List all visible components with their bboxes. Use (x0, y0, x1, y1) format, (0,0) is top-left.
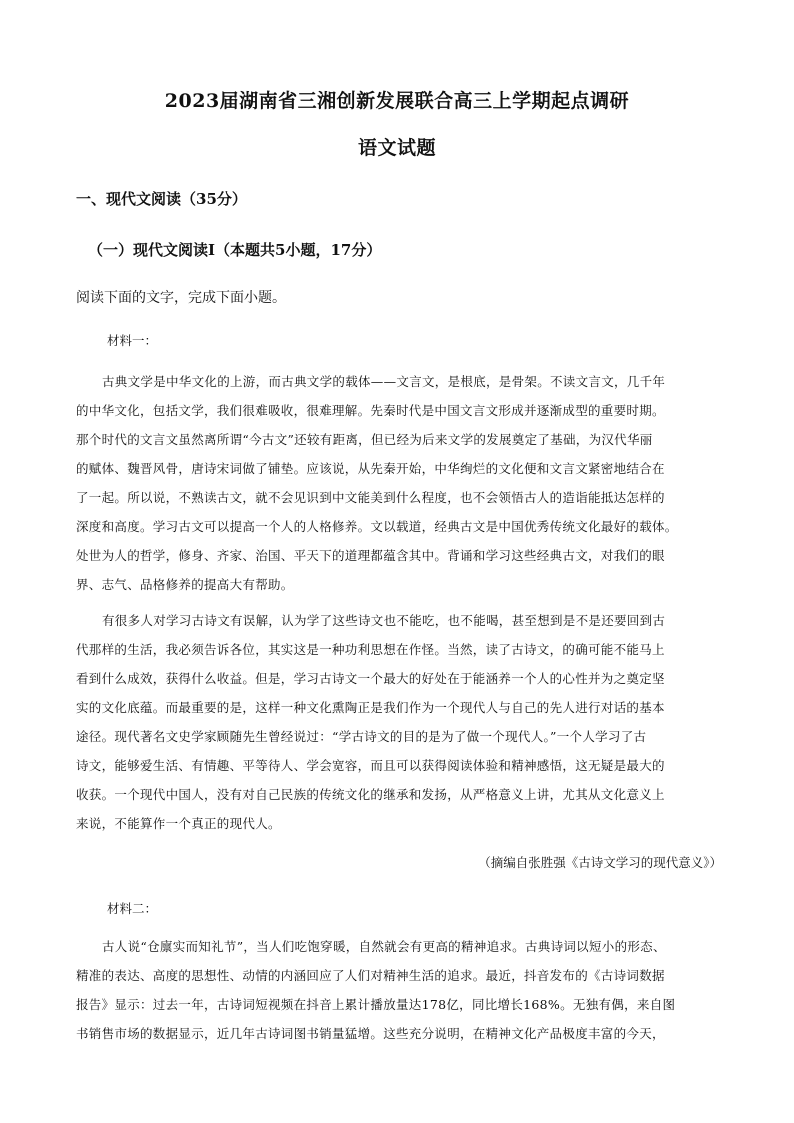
document-subtitle: 语文试题 (357, 137, 436, 159)
text-line: 界、志气、品格修养的提高大有帮助。 (76, 577, 294, 592)
text-line: 报告》显示：过去一年，古诗词短视频在抖音上累计播放量达178亿，同比增长168%。无独有偶，来自图 (76, 997, 676, 1012)
text-line: 那个时代的文言文虽然离所谓“今古文”还较有距离，但已经为后来文学的发展奠定了基础，为汉代华丽 (76, 432, 653, 447)
text-line: 的赋体、魏晋风骨，唐诗宋词做了铺垫。应该说，从先秦开始，中华绚烂的文化便和文言文紧密地结合在 (76, 461, 665, 476)
text-line: 代那样的生活，我必须告诉各位，其实这是一种功利思想在作怪。当然，读了古诗文，的确可能不能马上 (76, 642, 665, 657)
text-line: 有很多人对学习古诗文有误解，认为学了这些诗文也不能吃，也不能喝，甚至想到是不是还要回到古 (102, 613, 666, 628)
text-line: 处世为人的哲学，修身、齐家、治国、平天下的道理都蕴含其中。背诵和学习这些经典古文，对我们的眼 (76, 548, 665, 563)
material1-paragraph-2 (76, 606, 720, 838)
text-line: 精准的表达、高度的思想性、动情的内涵回应了人们对精神生活的追求。最近，抖音发布的《古诗词数据 (76, 968, 665, 983)
subsection-heading: （一）现代文阅读Ⅰ（本题共5小题，17分） (88, 241, 382, 259)
material1-source: （摘编自张胜强《古诗文学习的现代意义》） (478, 855, 722, 870)
material1-paragraph-1 (76, 367, 720, 599)
text-line: 看到什么成效，获得什么收益。但是，学习古诗文一个最大的好处在于能涵养一个人的心性并为之奠定坚 (76, 671, 665, 686)
text-line: 的中华文化，包括文学，我们很难吸收，很难理解。先秦时代是中国文言文形成并逐渐成型的重要时期。 (76, 403, 665, 418)
material2-paragraph-1 (76, 932, 720, 1048)
text-line: 古人说“仓廪实而知礼节”，当人们吃饱穿暖，自然就会有更高的精神追求。古典诗词以短小的形态、 (102, 939, 666, 954)
document-title: 2023届湖南省三湘创新发展联合高三上学期起点调研 (164, 90, 630, 112)
text-line: 古典文学是中华文化的上游，而古典文学的载体——文言文，是根底，是骨架。不读文言文，几千年 (102, 374, 666, 389)
text-line: 实的文化底蕴。而最重要的是，这样一种文化熏陶正是我们作为一个现代人与自己的先人进行对话的基本 (76, 700, 665, 715)
section-heading: 一、现代文阅读（35分） (76, 190, 247, 208)
material2-label: 材料二： (107, 901, 158, 916)
text-line: 诗文，能够爱生活、有情趣、平等待人、学会宽容，而且可以获得阅读体验和精神感悟，这无疑是最大的 (76, 758, 665, 773)
text-line: 了一起。所以说，不熟读古文，就不会见识到中文能美到什么程度，也不会领悟古人的造诣能抵达怎样的 (76, 490, 665, 505)
text-line: 收获。一个现代中国人，没有对自己民族的传统文化的继承和发扬，从严格意义上讲，尤其从文化意义上 (76, 787, 665, 802)
text-line: 书销售市场的数据显示，近几年古诗词图书销量猛增。这些充分说明，在精神文化产品极度丰富的今天， (76, 1026, 665, 1041)
text-line: 来说，不能算作一个真正的现代人。 (76, 816, 281, 831)
instruction-text: 阅读下面的文字，完成下面小题。 (76, 290, 286, 306)
text-line: 深度和高度。学习古文可以提高一个人的人格修养。文以载道，经典古文是中国优秀传统文化最好的载体。 (76, 519, 678, 534)
text-line: 途径。现代著名文史学家顾随先生曾经说过：“学古诗文的目的是为了做一个现代人。”一个人学习了古 (76, 729, 647, 744)
material1-label: 材料一： (107, 333, 158, 348)
